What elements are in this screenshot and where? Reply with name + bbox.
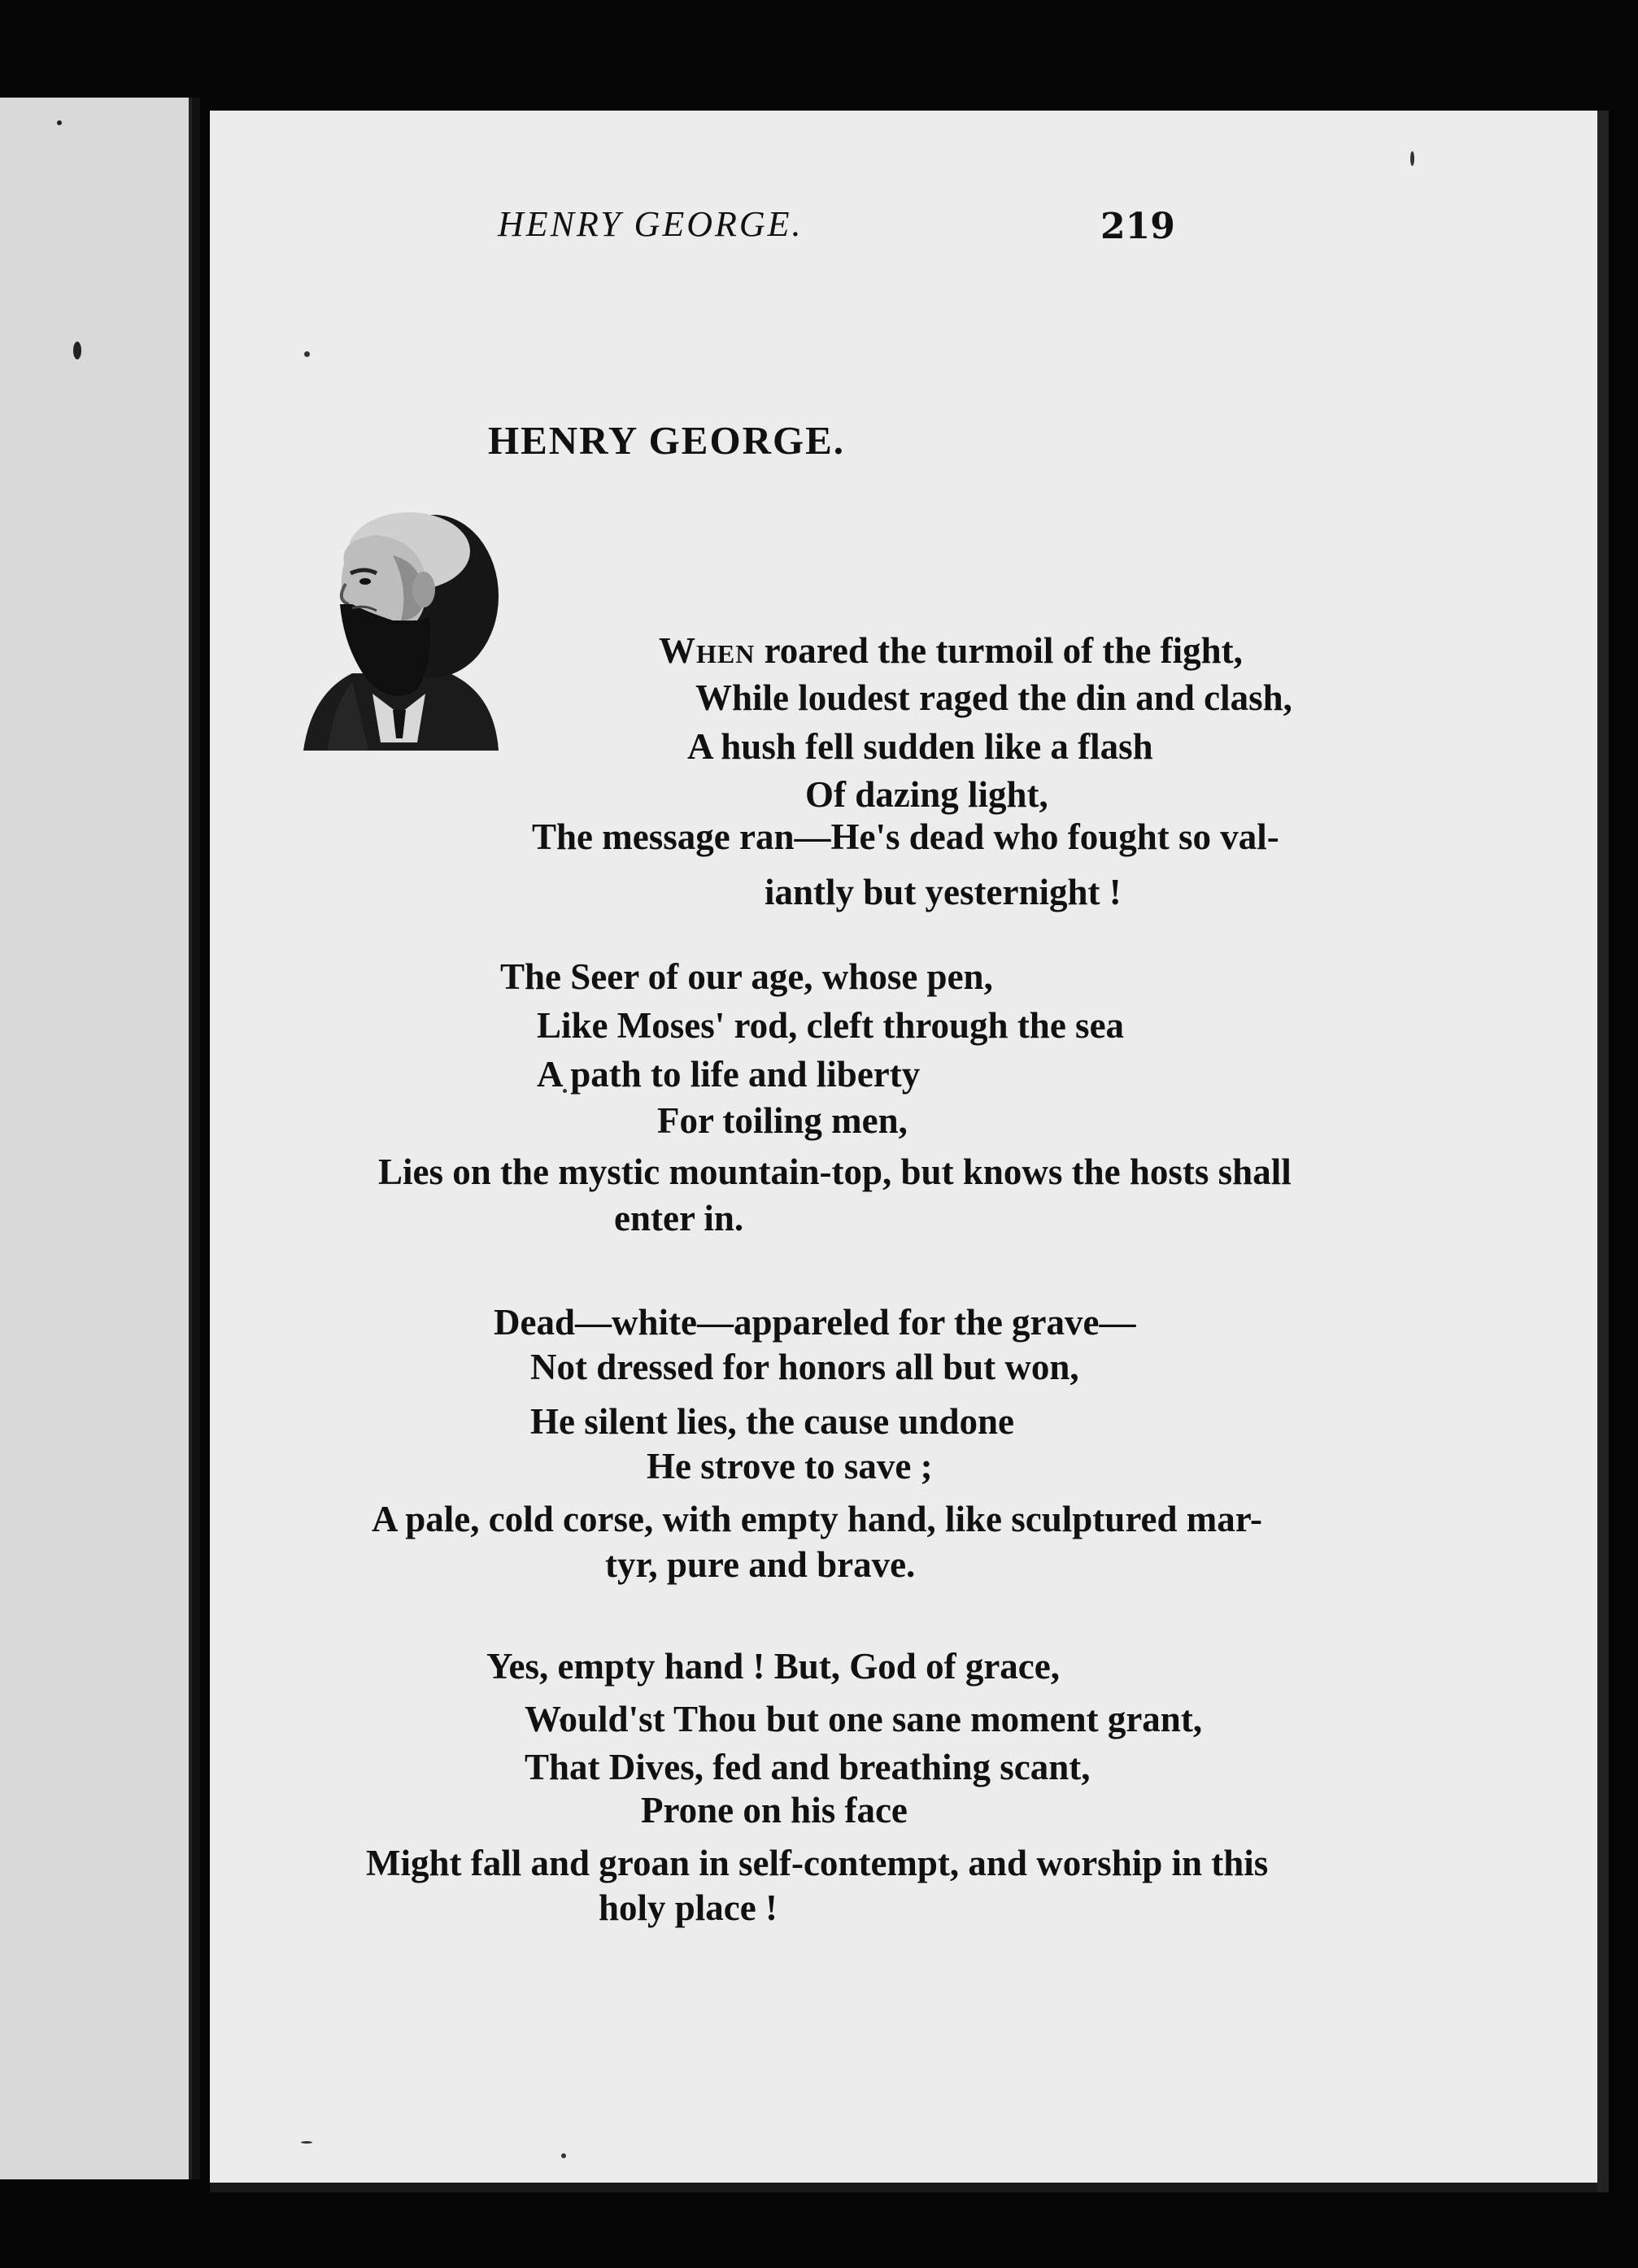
poem-line: A pale, cold corse, with empty hand, like sculptured mar- (372, 1499, 1263, 1539)
ink-speck (1410, 151, 1414, 166)
poem-line (659, 629, 1243, 672)
poem-title: HENRY GEORGE. (488, 418, 846, 463)
poem-line: Not dressed for honors all but won, (530, 1347, 1079, 1387)
ink-speck (561, 2153, 566, 2158)
ink-speck (73, 342, 81, 359)
poem-line: Of dazing light, (805, 774, 1048, 815)
poem-line: While loudest raged the din and clash, (695, 677, 1292, 718)
poem-line: Would'st Thou but one sane moment grant, (525, 1699, 1203, 1739)
poem-line: That Dives, fed and breathing scant, (525, 1747, 1091, 1787)
poem-line: holy place ! (599, 1887, 778, 1928)
page-bottom-edge (210, 2183, 1609, 2192)
poem-line: He silent lies, the cause undone (530, 1401, 1015, 1442)
page-right-edge (1597, 111, 1609, 2192)
poem-line: enter in. (614, 1198, 744, 1238)
poem-line: A path to life and liberty (537, 1054, 921, 1095)
poem-line: For toiling men, (657, 1100, 908, 1141)
portrait-engraving-icon (295, 507, 504, 757)
poem-line: Prone on his face (641, 1790, 908, 1831)
page-number: 219 (1100, 206, 1175, 247)
left-facing-page (0, 98, 194, 2179)
poem-line: Dead—white—appareled for the grave— (494, 1302, 1136, 1343)
running-head: HENRY GEORGE. (498, 204, 804, 244)
book-spine (192, 98, 200, 2179)
poem-line: He strove to save ; (647, 1446, 933, 1487)
poem-line: Like Moses' rod, cleft through the sea (537, 1005, 1125, 1046)
poem-line: Yes, empty hand ! But, God of grace, (486, 1646, 1060, 1687)
ink-speck (57, 120, 62, 125)
poem-line: The Seer of our age, whose pen, (500, 956, 993, 997)
poem-line: Lies on the mystic mountain-top, but knows the hosts shall (378, 1151, 1292, 1192)
poem-line: The message ran—He's dead who fought so val- (532, 816, 1279, 857)
poem-line: iantly but yesternight ! (765, 872, 1122, 912)
poem-line: tyr, pure and brave. (605, 1544, 916, 1585)
ink-speck (304, 351, 310, 357)
poem-line: Might fall and groan in self-contempt, and worship in this (366, 1843, 1269, 1883)
small-caps-opening: When (659, 630, 756, 671)
line-text: roared the turmoil of the fight, (755, 630, 1243, 671)
ink-speck (301, 2141, 312, 2144)
poem-line: A hush fell sudden like a flash (687, 726, 1153, 767)
